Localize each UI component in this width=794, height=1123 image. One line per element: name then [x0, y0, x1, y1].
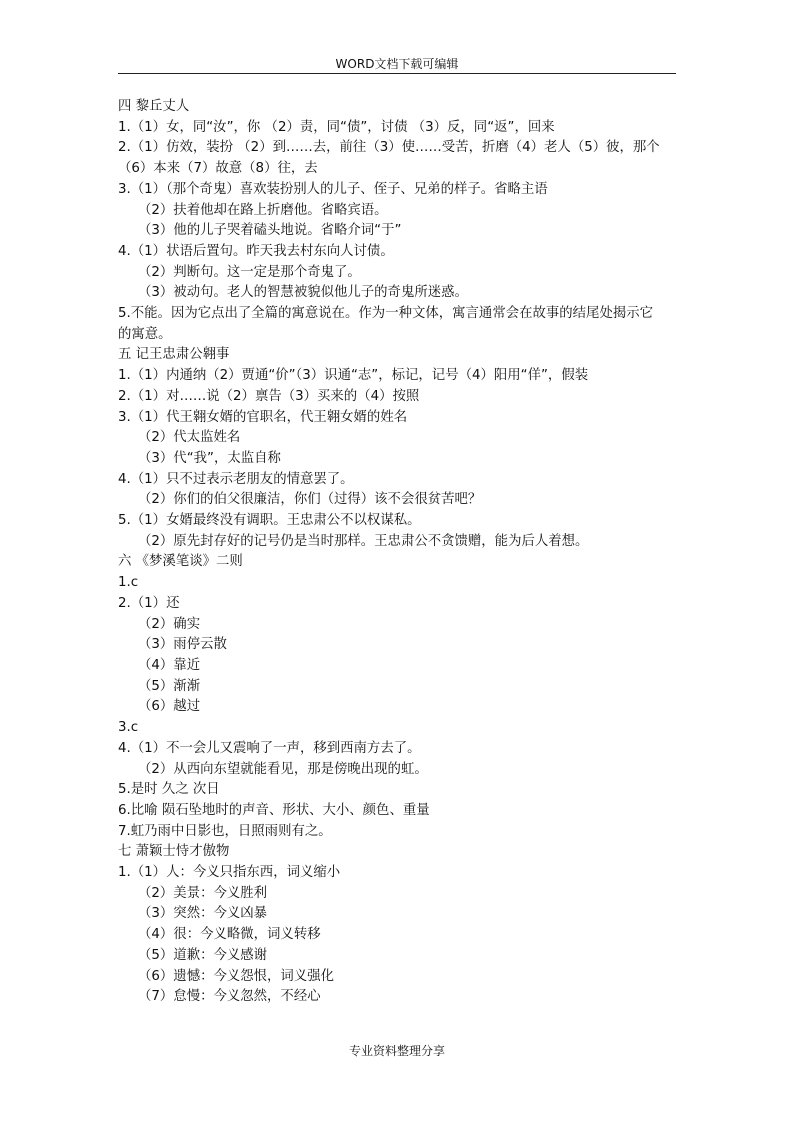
text-line: 5.是时 久之 次日 [118, 782, 220, 798]
text-line: （3）他的儿子哭着磕头地说。省略介词“于” [138, 223, 402, 239]
text-line: 六 《梦溪笔谈》二则 [118, 554, 243, 570]
text-line: 3.（1）（那个奇鬼）喜欢装扮别人的儿子、侄子、兄弟的样子。省略主语 [118, 181, 548, 197]
text-line: （4）靠近 [138, 657, 201, 673]
page-header: WORD文档下载可编辑 [335, 57, 459, 71]
text-line: （7）怠慢：今义忽然，不经心 [138, 989, 321, 1005]
text-line: 3.c [118, 720, 139, 736]
text-line: （5）渐渐 [138, 678, 201, 694]
text-line: （2）原先封存好的记号仍是当时那样。王忠肃公不贪馈赠，能为后人着想。 [138, 533, 589, 549]
text-line: （6）越过 [138, 699, 201, 715]
text-line: 7.虹乃雨中日影也，日照雨则有之。 [118, 823, 332, 839]
text-line: （2）美景：今义胜利 [138, 885, 268, 901]
text-line: （6）本来（7）故意（8）往，去 [118, 161, 318, 177]
text-line: （3）突然：今义凶暴 [138, 906, 268, 922]
text-line: 1.c [118, 575, 139, 591]
text-line: 2.（1）对……说（2）禀告（3）买来的（4）按照 [118, 388, 420, 404]
text-line: 5.（1）女婿最终没有调职。王忠肃公不以权谋私。 [118, 513, 421, 529]
document-body [118, 97, 688, 1008]
text-line: 2.（1）仿效，装扮 （2）到……去，前往（3）使……受苦，折磨（4）老人（5）彼，那个 [118, 140, 660, 156]
text-line: （2）你们的伯父很廉洁，你们（过得）该不会很贫苦吧？ [138, 492, 482, 508]
text-line: 3.（1）代王翱女婿的官职名，代王翱女婿的姓名 [118, 409, 408, 425]
text-line: 4.（1）状语后置句。昨天我去村东向人讨债。 [118, 243, 394, 259]
text-line: （2）判断句。这一定是那个奇鬼了。 [138, 264, 361, 280]
header-divider [118, 73, 676, 74]
text-line: 五 记王忠肃公翱事 [118, 347, 230, 363]
text-line: （2）扶着他却在路上折磨他。省略宾语。 [138, 202, 388, 218]
text-line: 5.不能。因为它点出了全篇的寓意说在。作为一种文体，寓言通常会在故事的结尾处揭示它 [118, 306, 654, 322]
text-line: （4）很：今义略微，词义转移 [138, 927, 321, 943]
text-line: 2.（1）还 [118, 595, 180, 611]
text-line: 1.（1）女，同“汝”，你 （2）责，同“债”，讨债 （3）反，同“返”，回来 [118, 119, 555, 135]
text-line: （2）从西向东望就能看见，那是傍晚出现的虹。 [138, 761, 428, 777]
text-line: 6.比喻 陨石坠地时的声音、形状、大小、颜色、重量 [118, 802, 430, 818]
text-line: 的寓意。 [118, 326, 172, 342]
text-line: 四 黎丘丈人 [118, 99, 190, 114]
page-footer: 专业资料整理分享 [348, 1044, 445, 1058]
text-line: 4.（1）不一会儿又震响了一声，移到西南方去了。 [118, 740, 421, 756]
text-line: 七 萧颖士恃才傲物 [118, 844, 230, 860]
text-line: 1.（1）内通纳（2）贾通“价”（3）识通“志”，标记，记号（4）阳用“佯”，假装 [118, 368, 589, 384]
text-line: 1.（1）人：今义只指东西，词义缩小 [118, 865, 341, 881]
text-line: （6）遗憾：今义怨恨，词义强化 [138, 968, 334, 984]
text-line: （3）被动句。老人的智慧被貌似他儿子的奇鬼所迷惑。 [138, 285, 468, 301]
text-line: （3）雨停云散 [138, 637, 227, 653]
text-line: （2）确实 [138, 616, 201, 632]
text-line: （3）代“我”，太监自称 [138, 450, 281, 466]
text-line: 4.（1）只不过表示老朋友的情意罢了。 [118, 471, 354, 487]
text-line: （2）代太监姓名 [138, 430, 241, 446]
text-line: （5）道歉：今义感谢 [138, 947, 268, 963]
